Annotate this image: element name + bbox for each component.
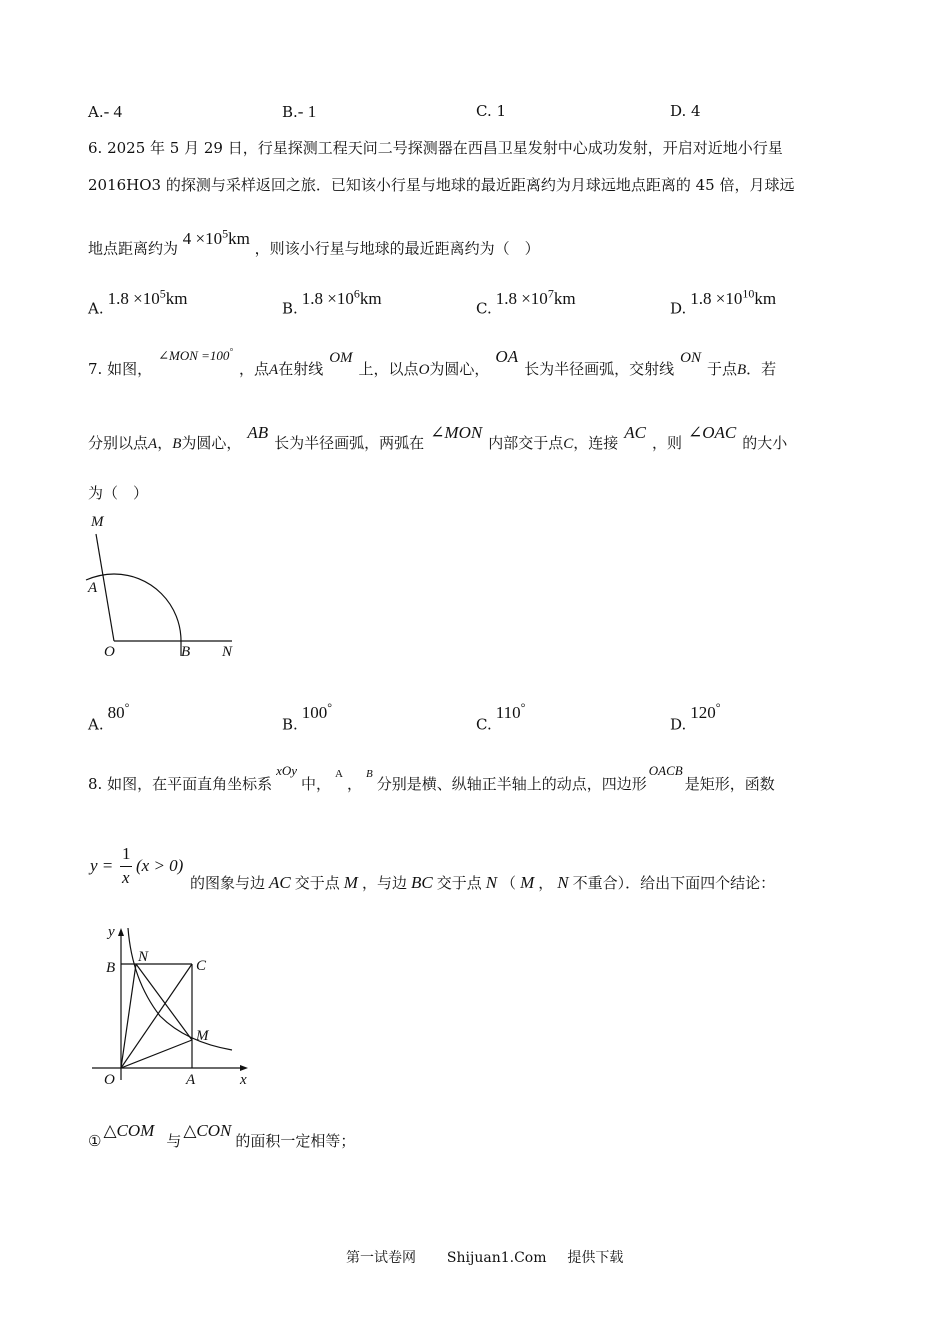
- footer: [346, 1247, 623, 1267]
- q6-distance: $4 \times 10^5km$: [182, 226, 250, 248]
- q7-option-a: A.80°: [88, 700, 130, 734]
- q5-option-d: [670, 102, 701, 120]
- q5-option-b: [282, 102, 316, 122]
- footer-domain: Shijuan1.Com: [446, 1250, 547, 1266]
- q7-line3: 为（ ）: [88, 484, 149, 502]
- fraction-bar: [120, 866, 132, 867]
- q5-option-a: [88, 102, 122, 122]
- arc: [86, 574, 181, 656]
- label-x: x: [240, 1072, 247, 1088]
- q7-line2: 分别以点A，B为圆心，AB长为半径画弧，两弧在∠MON内部交于点C，连接AC，则∠OAC的大小: [88, 423, 788, 452]
- q7-option-b: B.100°: [282, 700, 333, 734]
- option-label: A.: [88, 103, 104, 121]
- label-m: M: [196, 1028, 209, 1044]
- q7-figure: [80, 508, 250, 668]
- option-value: - 1: [297, 102, 317, 121]
- label-y: y: [108, 924, 115, 940]
- x-arrow: [240, 1065, 248, 1071]
- ray-om: [96, 534, 114, 641]
- label-m: M: [91, 514, 104, 530]
- label-n: N: [222, 644, 233, 660]
- label-n: N: [138, 949, 149, 965]
- label-a: A: [88, 580, 98, 596]
- q6-option-c: $C.1.8 \times 10^7km$: [476, 286, 576, 318]
- func-cond: (x > 0): [136, 856, 184, 875]
- q7-option-c: C.110°: [476, 700, 526, 734]
- label-b: B: [181, 644, 191, 660]
- label-c: C: [196, 958, 207, 974]
- q8-figure: [86, 920, 256, 1090]
- q6-line3: [88, 226, 540, 259]
- segment-on: [121, 964, 136, 1068]
- q6-option-d: $D.1.8 \times 10^{10}km$: [670, 286, 777, 318]
- func-den: x: [122, 868, 130, 887]
- q6-line1: 6. 2025 年 5 月 29 日，行星探测工程天问二号探测器在西昌卫星发射中心成功发射，开启对近地小行星: [88, 139, 783, 157]
- footer-tail: 提供下载: [567, 1250, 624, 1266]
- footer-site: 第一试卷网: [346, 1250, 416, 1266]
- q6-text: ，则该小行星与地球的最近距离约为（ ）: [254, 239, 540, 258]
- q6-option-b: $B.1.8 \times 10^6km$: [282, 286, 382, 318]
- q8-line1: 8. 如图，在平面直角坐标系xOy中，$^A$，$^B$分别是横、纵轴正半轴上的动点，四边形OACB是矩形，函数: [88, 763, 775, 793]
- option-label: D. 4: [670, 102, 701, 120]
- func-y: y =: [90, 856, 114, 875]
- segment-om: [121, 1040, 192, 1068]
- q7-angle: ∠MON =100°: [158, 346, 234, 363]
- q6-line2: 2016HO3 的探测与采样返回之旅．已知该小行星与地球的最近距离约为月球远地点距离的 45 倍，月球远: [88, 176, 795, 194]
- q8-conclusion-1: ①△COM与△CON的面积一定相等；: [88, 1121, 356, 1150]
- label-o: O: [104, 644, 115, 660]
- label-b: B: [106, 960, 116, 976]
- option-label: C. 1: [476, 102, 507, 120]
- option-label: B.: [282, 103, 298, 121]
- func-num: 1: [122, 844, 131, 863]
- y-arrow: [118, 928, 124, 936]
- hyperbola: [128, 928, 232, 1050]
- q7-line1: 7. 如图，∠MON =100°，点A在射线OM上，以点O为圆心，OA长为半径画弧，交射线ON于点B．若: [88, 346, 777, 378]
- q6-text: 地点距离约为: [88, 239, 179, 258]
- label-o: O: [104, 1072, 115, 1088]
- q7-option-d: D.120°: [670, 700, 721, 734]
- label-a: A: [186, 1072, 196, 1088]
- segment-oc: [121, 964, 192, 1068]
- option-value: - 4: [103, 102, 123, 121]
- q6-option-a: $A.1.8 \times 10^5km$: [88, 286, 188, 318]
- q5-option-c: [476, 102, 506, 120]
